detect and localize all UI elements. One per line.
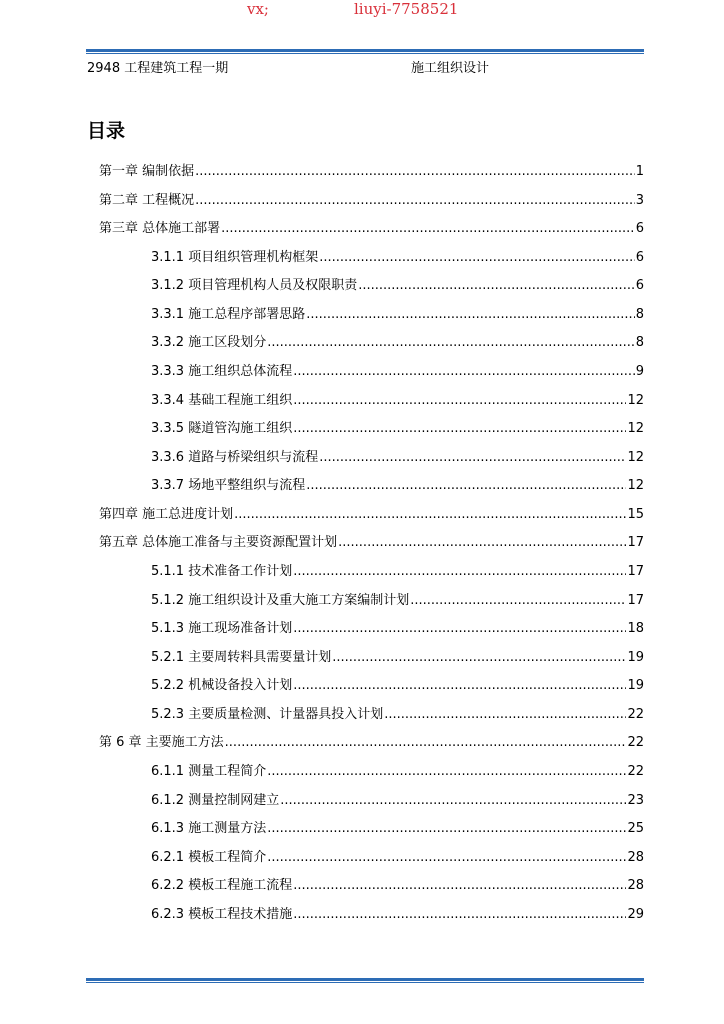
toc-entry-label: 第五章 总体施工准备与主要资源配置计划 xyxy=(99,535,338,550)
footer-rule xyxy=(86,978,644,983)
toc-entry-label: 3.1.1 项目组织管理机构框架 xyxy=(151,250,319,265)
toc-entry-label: 6.2.1 模板工程简介 xyxy=(151,850,267,865)
toc-entry-label: 6.1.1 测量工程简介 xyxy=(151,764,267,779)
toc-entry[interactable] xyxy=(151,417,644,443)
toc-entry-label: 3.3.1 施工总程序部署思路 xyxy=(151,307,306,322)
toc-entry[interactable] xyxy=(151,703,644,729)
toc-leader-dots xyxy=(293,364,635,379)
toc-leader-dots xyxy=(225,735,627,750)
toc-entry-page: 6 xyxy=(635,250,644,265)
toc-entry-label: 3.3.7 场地平整组织与流程 xyxy=(151,478,306,493)
toc-entry[interactable] xyxy=(99,503,644,529)
toc-entry[interactable] xyxy=(151,303,644,329)
toc-leader-dots xyxy=(319,250,635,265)
watermark-right-text: liuyi-7758521 xyxy=(354,0,459,18)
toc-entry-label: 3.3.2 施工区段划分 xyxy=(151,335,267,350)
toc-entry-page: 19 xyxy=(627,650,644,665)
header-document-type: 施工组织设计 xyxy=(411,61,490,76)
toc-entry-label: 5.1.1 技术准备工作计划 xyxy=(151,564,293,579)
toc-leader-dots xyxy=(306,478,626,493)
toc-leader-dots xyxy=(293,878,626,893)
toc-entry[interactable] xyxy=(151,646,644,672)
toc-entry[interactable] xyxy=(151,674,644,700)
toc-entry[interactable] xyxy=(151,331,644,357)
toc-entry-label: 5.2.3 主要质量检测、计量器具投入计划 xyxy=(151,707,384,722)
toc-entry-label: 3.3.6 道路与桥梁组织与流程 xyxy=(151,450,319,465)
toc-entry-label: 3.3.3 施工组织总体流程 xyxy=(151,364,293,379)
toc-leader-dots xyxy=(234,507,626,522)
toc-entry-label: 6.2.2 模板工程施工流程 xyxy=(151,878,293,893)
toc-entry[interactable] xyxy=(99,160,644,186)
toc-leader-dots xyxy=(332,650,626,665)
toc-entry[interactable] xyxy=(151,874,644,900)
toc-entry[interactable] xyxy=(99,217,644,243)
toc-leader-dots xyxy=(293,421,626,436)
toc-entry-page: 22 xyxy=(627,764,644,779)
toc-entry-label: 3.1.2 项目管理机构人员及权限职责 xyxy=(151,278,358,293)
toc-entry-label: 第 6 章 主要施工方法 xyxy=(99,735,224,750)
toc-leader-dots xyxy=(267,850,626,865)
toc-entry-label: 5.1.3 施工现场准备计划 xyxy=(151,621,293,636)
toc-entry-page: 12 xyxy=(627,450,644,465)
toc-entry[interactable] xyxy=(151,474,644,500)
toc-leader-dots xyxy=(221,221,635,236)
toc-entry-page: 8 xyxy=(635,335,644,350)
toc-entry-label: 5.2.2 机械设备投入计划 xyxy=(151,678,293,693)
toc-entry[interactable] xyxy=(151,246,644,272)
toc-leader-dots xyxy=(338,535,626,550)
toc-leader-dots xyxy=(358,278,635,293)
toc-entry-page: 25 xyxy=(627,821,644,836)
toc-entry-label: 第二章 工程概况 xyxy=(99,193,195,208)
watermark-left-text: vx; xyxy=(247,0,269,18)
toc-entry[interactable] xyxy=(99,189,644,215)
toc-entry[interactable] xyxy=(151,274,644,300)
toc-entry-page: 6 xyxy=(635,278,644,293)
toc-entry-page: 17 xyxy=(627,535,644,550)
toc-entry[interactable] xyxy=(151,446,644,472)
header-rule xyxy=(86,49,644,54)
toc-entry-label: 6.1.3 施工测量方法 xyxy=(151,821,267,836)
toc-entry-page: 18 xyxy=(627,621,644,636)
toc-entry[interactable] xyxy=(151,760,644,786)
toc-entry[interactable] xyxy=(99,531,644,557)
toc-entry-page: 1 xyxy=(635,164,644,179)
toc-entry-label: 3.3.4 基础工程施工组织 xyxy=(151,393,293,408)
toc-leader-dots xyxy=(384,707,626,722)
toc-entry-page: 12 xyxy=(627,478,644,493)
toc-entry-label: 第一章 编制依据 xyxy=(99,164,195,179)
toc-entry-label: 第四章 施工总进度计划 xyxy=(99,507,234,522)
toc-entry[interactable] xyxy=(151,846,644,872)
toc-entry[interactable] xyxy=(151,360,644,386)
header-project-name: 2948 工程建筑工程一期 xyxy=(87,61,229,76)
toc-entry-label: 5.2.1 主要周转料具需要量计划 xyxy=(151,650,332,665)
toc-entry[interactable] xyxy=(151,589,644,615)
toc-entry-page: 19 xyxy=(627,678,644,693)
toc-entry-page: 17 xyxy=(627,564,644,579)
toc-entry[interactable] xyxy=(151,389,644,415)
toc-entry-page: 28 xyxy=(627,850,644,865)
toc-entry[interactable] xyxy=(99,731,644,757)
toc-leader-dots xyxy=(306,307,635,322)
toc-entry-label: 第三章 总体施工部署 xyxy=(99,221,221,236)
toc-entry-page: 29 xyxy=(627,907,644,922)
toc-leader-dots xyxy=(267,821,626,836)
toc-entry-page: 22 xyxy=(627,735,644,750)
toc-leader-dots xyxy=(293,678,626,693)
toc-leader-dots xyxy=(293,564,626,579)
toc-entry[interactable] xyxy=(151,560,644,586)
toc-leader-dots xyxy=(267,335,635,350)
toc-leader-dots xyxy=(293,393,626,408)
toc-entry-page: 9 xyxy=(635,364,644,379)
toc-entry-page: 12 xyxy=(627,393,644,408)
toc-entry-page: 17 xyxy=(627,593,644,608)
toc-entry-page: 12 xyxy=(627,421,644,436)
toc-leader-dots xyxy=(195,164,635,179)
toc-entry-page: 3 xyxy=(635,193,644,208)
toc-entry-page: 22 xyxy=(627,707,644,722)
toc-entry-page: 28 xyxy=(627,878,644,893)
toc-entry-page: 23 xyxy=(627,793,644,808)
toc-entry-label: 3.3.5 隧道管沟施工组织 xyxy=(151,421,293,436)
toc-leader-dots xyxy=(319,450,626,465)
toc-entry-page: 8 xyxy=(635,307,644,322)
toc-entry-label: 5.1.2 施工组织设计及重大施工方案编制计划 xyxy=(151,593,410,608)
toc-leader-dots xyxy=(267,764,626,779)
toc-entry-label: 6.1.2 测量控制网建立 xyxy=(151,793,280,808)
toc-title: 目录 xyxy=(87,120,126,142)
toc-leader-dots xyxy=(280,793,626,808)
toc-entry-page: 15 xyxy=(627,507,644,522)
watermark xyxy=(0,0,724,22)
toc-entry[interactable] xyxy=(151,617,644,643)
toc-leader-dots xyxy=(293,907,626,922)
toc-leader-dots xyxy=(410,593,626,608)
toc-leader-dots xyxy=(293,621,626,636)
toc-entry[interactable] xyxy=(151,903,644,929)
toc-leader-dots xyxy=(195,193,635,208)
toc-entry[interactable] xyxy=(151,789,644,815)
toc-entry-page: 6 xyxy=(635,221,644,236)
toc-entry-label: 6.2.3 模板工程技术措施 xyxy=(151,907,293,922)
toc-entry[interactable] xyxy=(151,817,644,843)
